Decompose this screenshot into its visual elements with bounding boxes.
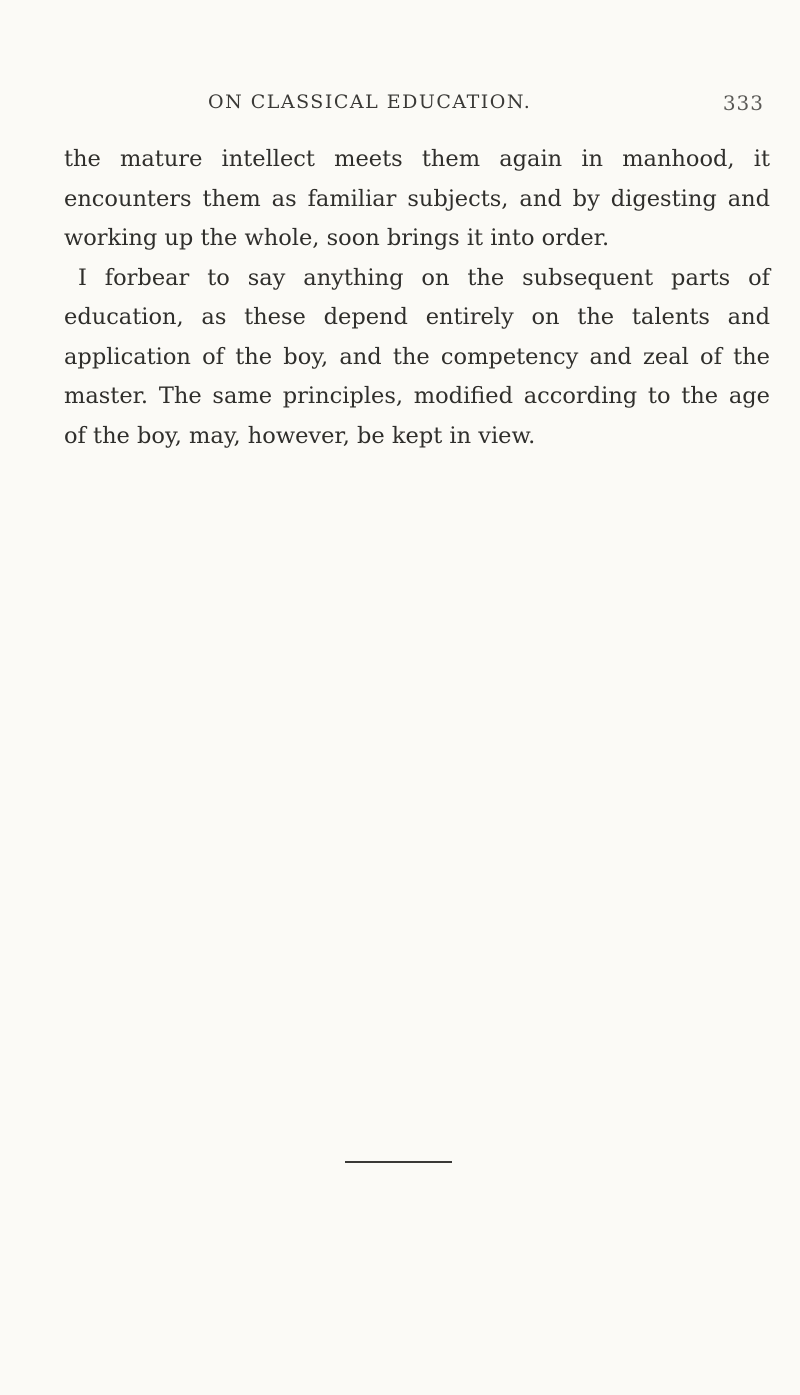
page-number: 333 [722,91,764,115]
running-head [68,91,768,121]
paragraph: I forbear to say anything on the subsequent parts of education, as these depend entirely on the talents and application of the boy, and the competency and zeal of the master. The same principles, modified according to the age of the boy, may, however, be kept in view. [64,264,770,449]
section-end-rule [345,1161,452,1163]
running-title: ON CLASSICAL EDUCATION. [208,91,532,113]
paragraph-continuation: the mature intellect meets them again in manhood, it encounters them as familiar subjects, and by digesting and working up the whole, soon brings it into order. [64,146,770,251]
body-text [64,140,770,456]
